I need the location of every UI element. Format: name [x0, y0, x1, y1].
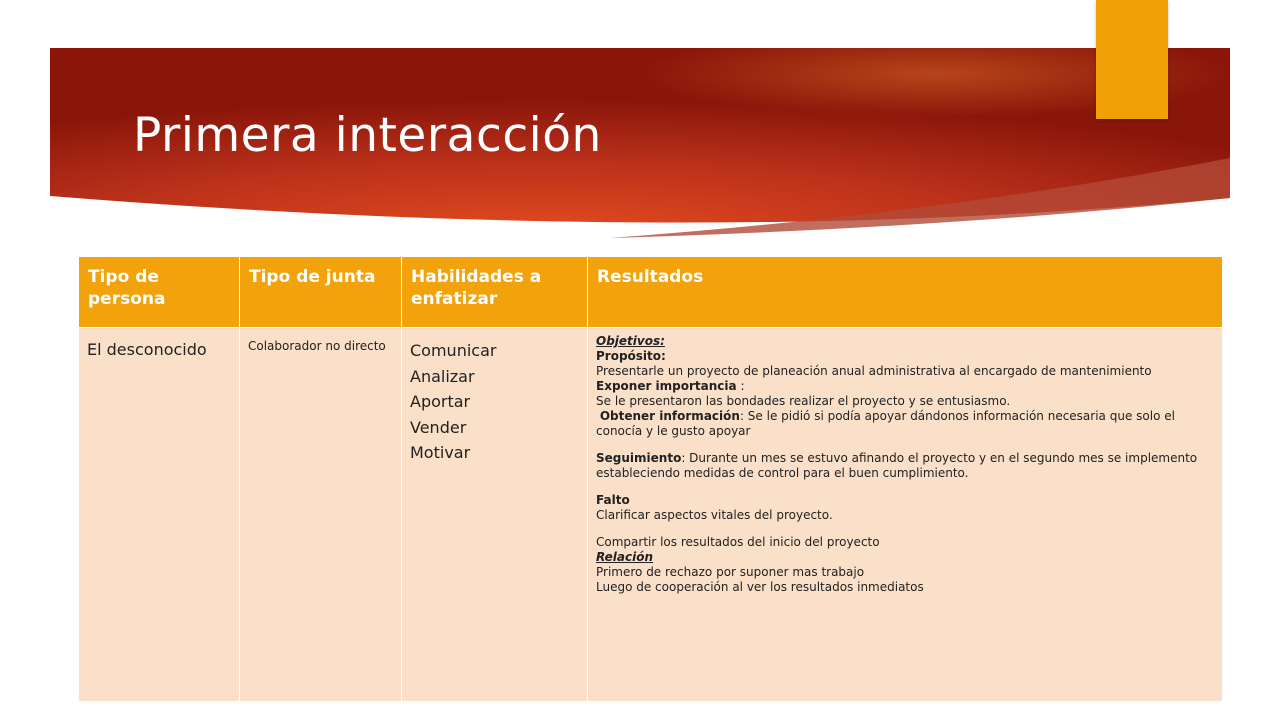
header-habilidades: Habilidades a enfatizar: [402, 257, 588, 328]
orange-tab-accent: [1096, 0, 1168, 119]
falto-label: Falto: [596, 493, 630, 507]
relacion-line-1: Primero de rechazo por suponer mas trabajo: [596, 565, 865, 579]
skill-item: Analizar: [410, 366, 475, 386]
header-resultados: Resultados: [588, 257, 1223, 328]
compartir-text: Compartir los resultados del inicio del proyecto: [596, 535, 880, 549]
skill-item: Vender: [410, 417, 467, 437]
exponer-text: Se le presentaron las bondades realizar el proyecto y se entusiasmo.: [596, 394, 1011, 408]
page-title: Primera interacción: [133, 108, 602, 163]
skill-item: Aportar: [410, 392, 471, 411]
proposito-text: Presentarle un proyecto de planeación anual administrativa al encargado de mantenimiento: [596, 364, 1152, 378]
seguimiento-text: : Durante un mes se estuvo afinando el proyecto y en el segundo mes se implemento estableciendo medidas de control para el buen cumplimiento.: [596, 451, 1198, 480]
cell-tipo-persona: El desconocido: [79, 328, 240, 702]
cell-habilidades: [402, 328, 588, 702]
header-tipo-junta: Tipo de junta: [240, 257, 402, 328]
exponer-label: Exponer importancia: [596, 379, 737, 393]
seguimiento-label: Seguimiento: [596, 451, 682, 465]
relacion-line-2: Luego de cooperación al ver los resultados inmediatos: [596, 580, 924, 594]
obtener-text: : Se le pidió si podía apoyar dándonos información necesaria que solo el conocía y le gusto apoyar: [596, 409, 1175, 438]
table-header-row: [79, 257, 1223, 328]
results-table: [78, 256, 1223, 702]
obtener-label: Obtener información: [599, 409, 740, 423]
exponer-colon: :: [736, 379, 745, 393]
relacion-label: Relación: [596, 550, 654, 564]
skill-item: Motivar: [410, 443, 471, 462]
header-tipo-persona: Tipo de persona: [79, 257, 240, 328]
skill-item: Comunicar: [410, 341, 497, 360]
objetivos-label: Objetivos:: [596, 334, 665, 348]
proposito-label: Propósito:: [596, 349, 666, 363]
cell-tipo-junta: Colaborador no directo: [240, 328, 402, 702]
cell-resultados: [588, 328, 1223, 702]
falto-text: Clarificar aspectos vitales del proyecto.: [596, 508, 833, 522]
table-row: [79, 328, 1223, 702]
